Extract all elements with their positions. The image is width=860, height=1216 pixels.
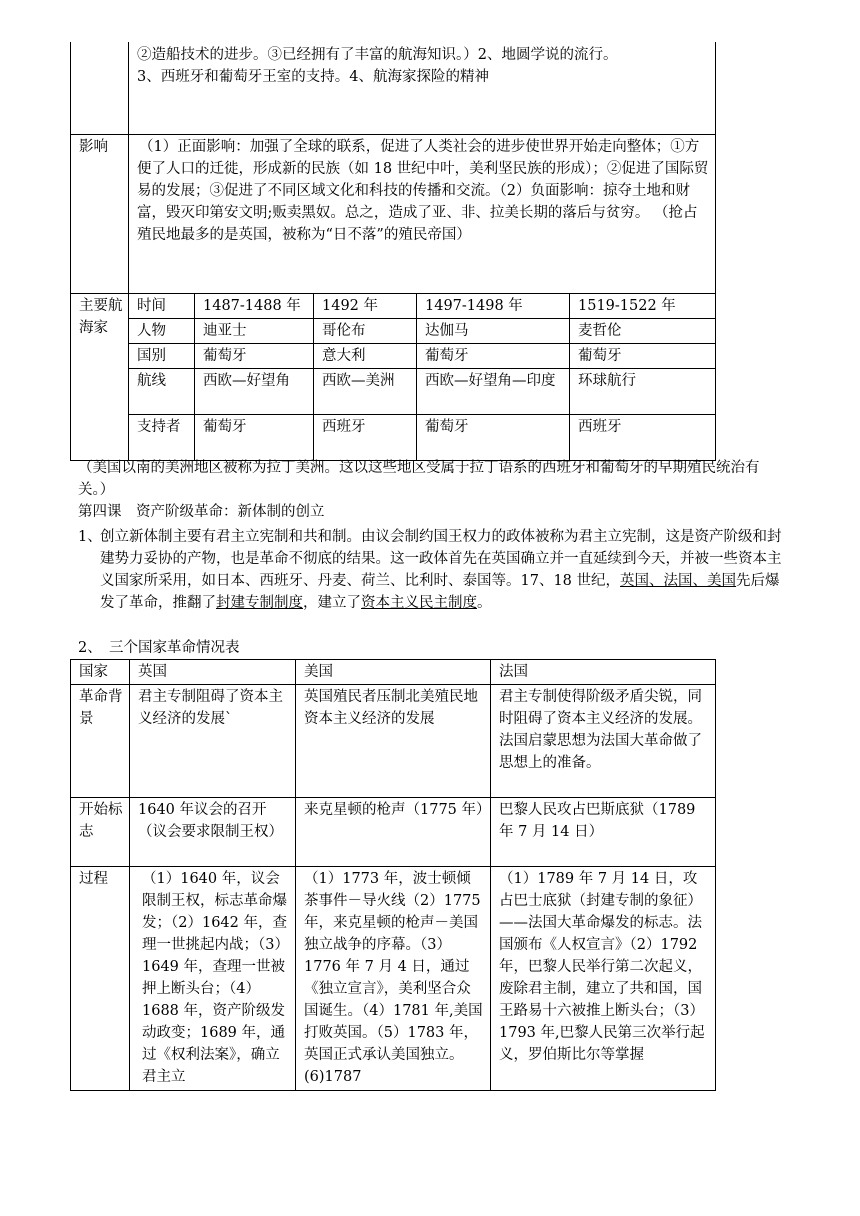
cell: 1497-1498 年: [417, 293, 570, 318]
cell: 1487-1488 年: [195, 293, 314, 318]
cell: 葡萄牙: [417, 414, 570, 460]
item-number: 1、: [78, 529, 102, 545]
cell: 君主专制阻碍了资本主义经济的发展`: [130, 685, 296, 798]
influence-text: （1）正面影响：加强了全球的联系，促进了人类社会的进步使世界开始走向整体；①方便了人口的迁徙，形成新的民族（如 18 世纪中叶，美利坚民族的形成）；②促进了国际贸易的发展；③促进了不同区域文化和科技的传播和交流。（2）负面影响：掠夺土地和财富，毁灭印第安文明;贩卖黑奴。总之，造成了亚、非、拉美长期的落后与贫穷。 （抢占殖民地最多的是英国，被称为“日不落”的殖民帝国）: [129, 134, 716, 293]
item-text: 先后爆发了革命，推翻了: [100, 573, 780, 611]
header-france: 法国: [491, 660, 716, 685]
row-label-background: 革命背景: [71, 685, 130, 798]
row-label-time: 时间: [129, 293, 195, 318]
cell: 1519-1522 年: [570, 293, 716, 318]
cell: 西欧—好望角: [195, 368, 314, 414]
cell: 来克星顿的枪声（1775 年）: [296, 798, 491, 867]
header-country: 国家: [71, 660, 130, 685]
cell: 意大利: [314, 343, 417, 368]
navigators-label: 主要航海家: [71, 293, 129, 460]
paragraph-item-1: [78, 526, 784, 614]
cell: （1）1640 年，议会限制王权，标志革命爆发；（2）1642 年，查理一世挑起内战；（3）1649 年，查理一世被押上断头台；（4）1688 年，资产阶级发动政变；1689 年，通过《权利法案》，确立君主立: [130, 867, 296, 1091]
row-label-start: 开始标志: [71, 798, 130, 867]
underlined-countries: 英国、法国、美国: [620, 573, 737, 589]
row-label-person: 人物: [129, 318, 195, 343]
cell-paragraph: 君主专制使得阶级矛盾尖锐，同时阻碍了资本主义经济的发展。: [499, 689, 702, 727]
cell: 迪亚士: [195, 318, 314, 343]
cell-paragraph: 法国启蒙思想为法国大革命做了思想上的准备。: [499, 733, 702, 771]
cell: 环球航行: [570, 368, 716, 414]
cell: 麦哲伦: [570, 318, 716, 343]
cell: （1）1773 年，波士顿倾茶事件－导火线（2）1775 年，来克星顿的枪声－美国独立战争的序幕。（3）1776 年 7 月 4 日，通过《独立宣言》，美利坚合众国诞生。（4）1781 年,美国打败英国。（5）1783 年，英国正式承认美国独立。(6)1787: [296, 867, 491, 1091]
causes-cell: [129, 42, 716, 134]
table-caption: 2、 三个国家革命情况表: [78, 640, 240, 656]
header-usa: 美国: [296, 660, 491, 685]
row-label-process: 过程: [71, 867, 130, 1091]
header-britain: 英国: [130, 660, 296, 685]
row-label-country: 国别: [129, 343, 195, 368]
cell: 葡萄牙: [195, 343, 314, 368]
cell: 西班牙: [314, 414, 417, 460]
causes-line-1: ②造船技术的进步。③已经拥有了丰富的航海知识。）2、地圆学说的流行。: [137, 47, 618, 63]
item-text: 创立新体制主要有君主立宪制和共和制。由议会制约国王权力的政体被称为君主立宪制，这是资产阶级和封建势力妥协的产物，也是革命不彻底的结果。这一政体首先在英国确立并一直延续到今天，并被一些资本主义国家所采用，如日本、西班牙、丹麦、荷兰、比利时、泰国等。17、18 世纪，: [100, 529, 782, 589]
cell: 巴黎人民攻占巴斯底狱（1789 年 7 月 14 日）: [491, 798, 716, 867]
underlined-feudal: 封建专制制度: [216, 595, 303, 611]
revolutions-table: [70, 659, 716, 1091]
cell: 1492 年: [314, 293, 417, 318]
latin-america-note: （美国以南的美洲地区被称为拉丁美洲。这以这些地区受属于拉丁语系的西班牙和葡萄牙的早期殖民统治有关。）: [78, 460, 760, 498]
influence-label: 影响: [71, 134, 129, 293]
navigation-table: [70, 42, 716, 461]
cell: （1）1789 年 7 月 14 日，攻占巴士底狱（封建专制的象征）——法国大革命爆发的标志。法国颁布《人权宣言》（2）1792 年，巴黎人民举行第二次起义，废除君主制，建立了共和国，国王路易十六被推上断头台；（3）1793 年,巴黎人民第三次举行起义，罗伯斯比尔等掌握: [491, 867, 716, 1091]
item-text: ，建立了: [303, 595, 361, 611]
cell: 达伽马: [417, 318, 570, 343]
empty-cell: [71, 42, 129, 134]
cell: 西班牙: [570, 414, 716, 460]
row-label-route: 航线: [129, 368, 195, 414]
row-label-supporter: 支持者: [129, 414, 195, 460]
cell: 葡萄牙: [195, 414, 314, 460]
lesson-title: 第四课 资产阶级革命：新体制的创立: [78, 504, 325, 520]
cell: 1640 年议会的召开（议会要求限制王权）: [130, 798, 296, 867]
underlined-democracy: 资本主义民主制度: [361, 595, 477, 611]
item-text: 。: [477, 595, 492, 611]
cell-france-background: [491, 685, 716, 798]
cell: 西欧—美洲: [314, 368, 417, 414]
cell: 葡萄牙: [417, 343, 570, 368]
cell: 英国殖民者压制北美殖民地资本主义经济的发展: [296, 685, 491, 798]
cell: 哥伦布: [314, 318, 417, 343]
cell: 西欧—好望角—印度: [417, 368, 570, 414]
cell: 葡萄牙: [570, 343, 716, 368]
causes-line-2: 3、西班牙和葡萄牙王室的支持。4、航海家探险的精神: [137, 69, 489, 85]
